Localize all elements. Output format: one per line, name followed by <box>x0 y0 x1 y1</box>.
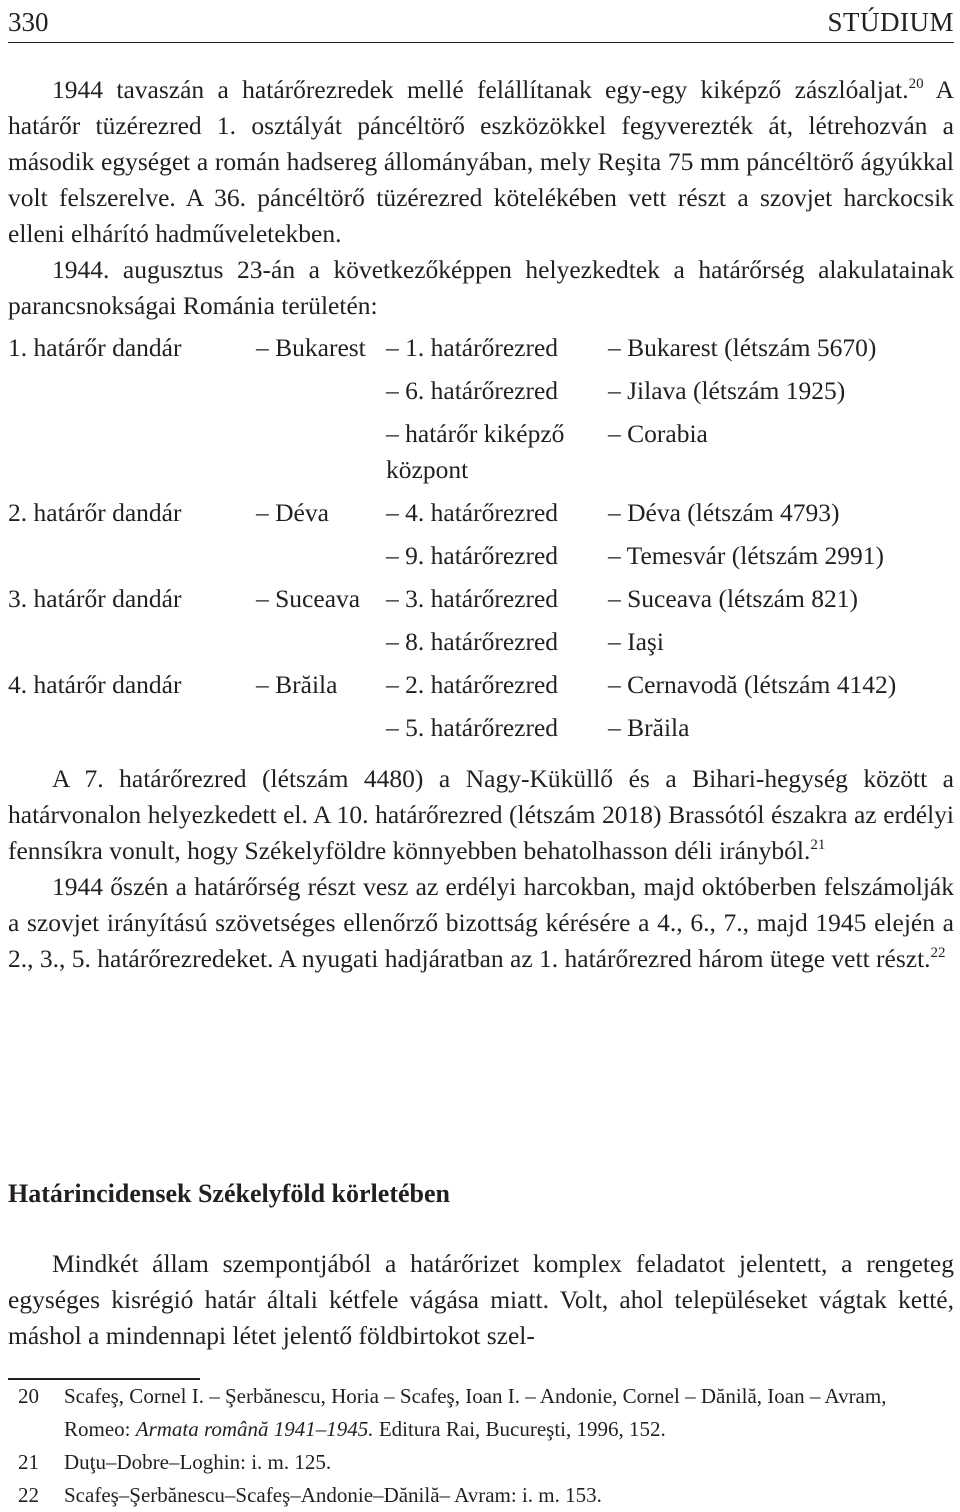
regiment-cell: – 2. határőrezred <box>386 670 559 699</box>
brigade-seat-cell: – Suceava <box>256 584 361 613</box>
units-table-row <box>8 373 896 416</box>
brigade-cell <box>8 624 256 667</box>
footnote-text: Duţu–Dobre–Loghin: i. m. 125. <box>64 1450 332 1474</box>
paragraph-3 <box>8 761 954 869</box>
section-body <box>8 1246 954 1354</box>
regiment-seat-cell: – Bukarest (létszám 5670) <box>608 333 877 362</box>
paragraph-text: A határőr tüzérezred 1. osztályát páncéltörő eszközökkel fegyverezték át, létrehozván a második egységet a román hadsereg állományában, mely Reşita 75 mm páncéltörő ágyúkkal volt felszerelve. A 36. páncéltörő tüzérezred kötelékében vett részt a szovjet harckocsik elleni elhárító hadműveletekben. <box>8 75 954 248</box>
regiment-cell: – 8. határőrezred <box>386 627 559 656</box>
regiment-seat-cell: – Temesvár (létszám 2991) <box>608 541 885 570</box>
brigade-seat-cell <box>256 710 386 753</box>
brigade-seat-cell <box>256 373 386 416</box>
paragraph-4 <box>8 869 954 977</box>
footnote-22 <box>8 1479 954 1512</box>
paragraph-text: 1944 tavaszán a határőrezredek mellé felállítanak egy-egy kiképző zászlóaljat. <box>52 75 909 104</box>
brigade-seat-cell: – Brăila <box>256 670 338 699</box>
units-table-row <box>8 581 896 624</box>
brigade-seat-cell <box>256 624 386 667</box>
paragraph-2: 1944. augusztus 23-án a következőképpen helyezkedtek a határőrség alakulatainak parancsnokságai Románia területén: <box>8 255 954 320</box>
section-paragraph: Mindkét állam szempontjából a határőrizet komplex feladatot jelentett, a rengeteg egységes kisrégió határ általi kétfele vágása miatt. Volt, ahol településeket vágtak ketté, máshol a mindennapi létet jelentő földbirtokot szel- <box>8 1249 954 1350</box>
regiment-seat-cell: – Corabia <box>608 419 708 448</box>
footnote-20 <box>8 1380 954 1446</box>
brigade-cell: 2. határőr dandár <box>8 498 182 527</box>
paragraph-text: 1944 őszén a határőrség részt vesz az erdélyi harcokban, majd októberben felszámolják a szovjet irányítású szövetséges ellenőrző bizottság kérésére a 4., 6., 7., majd 1945 elején a 2., 3., 5. határőrezredeket. A nyugati hadjáratban az 1. határőrezred három ütege vett részt. <box>8 872 954 973</box>
regiment-cell: – 3. határőrezred <box>386 584 559 613</box>
regiment-seat-cell: – Brăila <box>608 713 690 742</box>
units-table-row <box>8 495 896 538</box>
footnote-text <box>64 1380 954 1446</box>
journal-title: STÚDIUM <box>827 7 954 37</box>
units-table-row <box>8 538 896 581</box>
brigade-seat-cell: – Bukarest <box>256 333 366 362</box>
units-table-row <box>8 330 896 373</box>
brigade-cell <box>8 373 256 416</box>
units-table <box>8 330 896 753</box>
running-head <box>8 2 954 43</box>
regiment-cell: – 1. határőrezred <box>386 333 559 362</box>
footnote-book-title: Armata română 1941–1945. <box>135 1417 374 1441</box>
footnotes <box>8 1380 954 1512</box>
brigade-seat-cell <box>256 538 386 581</box>
brigade-seat-cell: – Déva <box>256 498 329 527</box>
regiment-cell: – határőr kiképző központ <box>386 419 565 484</box>
footnote-21 <box>8 1446 954 1479</box>
footnote-text: Scafeş–Şerbănescu–Scafeş–Andonie–Dănilă– Avram: i. m. 153. <box>64 1483 602 1507</box>
footnote-text-part: Scafeş, Cornel I. – Şerbănescu, Horia – Scafeş, Ioan I. – Andonie, Cornel – Dănilă, Ioan – Avram, Romeo: <box>64 1384 887 1441</box>
regiment-seat-cell: – Suceava (létszám 821) <box>608 584 858 613</box>
regiment-seat-cell: – Iaşi <box>608 627 664 656</box>
regiment-cell: – 5. határőrezred <box>386 713 559 742</box>
units-table-row <box>8 416 896 495</box>
brigade-cell: 3. határőr dandár <box>8 584 182 613</box>
paragraph-text: A 7. határőrezred (létszám 4480) a Nagy-Küküllő és a Bihari-hegység között a határvonalon helyezkedett el. A 10. határőrezred (létszám 2018) Brassótól északra az erdélyi fennsíkra vonult, hogy Székelyföldre könnyebben behatolhasson déli irányból. <box>8 764 954 865</box>
brigade-seat-cell <box>256 416 386 495</box>
units-table-row <box>8 624 896 667</box>
regiment-seat-cell: – Cernavodă (létszám 4142) <box>608 670 897 699</box>
brigade-cell: 1. határőr dandár <box>8 333 182 362</box>
brigade-cell <box>8 538 256 581</box>
brigade-cell <box>8 710 256 753</box>
footnote-number: 21 <box>18 1450 39 1474</box>
footnote-number: 22 <box>18 1483 39 1507</box>
section-heading: Határincidensek Székelyföld körletében <box>8 1179 450 1208</box>
regiment-seat-cell: – Jilava (létszám 1925) <box>608 376 846 405</box>
units-table-row <box>8 710 896 753</box>
regiment-cell: – 9. határőrezred <box>386 541 559 570</box>
page-number: 330 <box>8 7 49 37</box>
footnote-ref: 22 <box>930 945 946 961</box>
brigade-cell <box>8 416 256 495</box>
footnote-text-part: Editura Rai, Bucureşti, 1996, 152. <box>373 1417 666 1441</box>
main-text <box>8 72 954 977</box>
regiment-cell: – 6. határőrezred <box>386 376 559 405</box>
regiment-seat-cell: – Déva (létszám 4793) <box>608 498 840 527</box>
footnote-number: 20 <box>18 1384 39 1408</box>
footnote-ref: 21 <box>810 837 826 853</box>
brigade-cell: 4. határőr dandár <box>8 670 182 699</box>
paragraph-1 <box>8 72 954 252</box>
units-table-row <box>8 667 896 710</box>
footnote-ref: 20 <box>908 76 924 92</box>
regiment-cell: – 4. határőrezred <box>386 498 559 527</box>
